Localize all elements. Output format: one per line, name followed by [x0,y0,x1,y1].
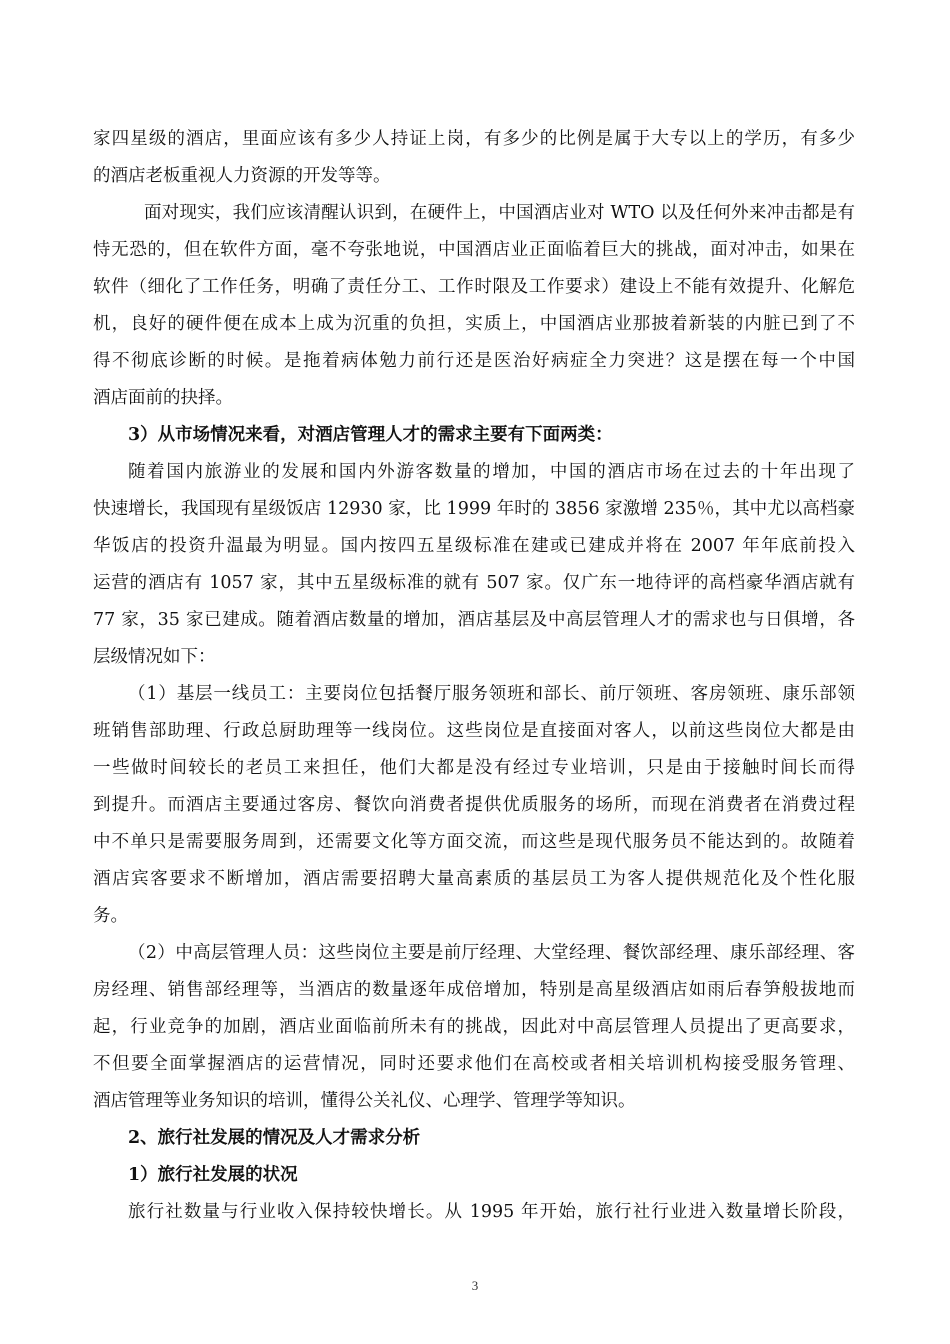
body-text-line: 务。 [93,906,128,926]
body-text-line: 酒店面前的抉择。 [93,388,233,408]
page-number: 3 [471,1278,479,1293]
body-text-line: 软件（细化了工作任务，明确了责任分工、工作时限及工作要求）建设上不能有效提升、化解危 [93,277,855,297]
body-text-line: 恃无恐的，但在软件方面，毫不夸张地说，中国酒店业正面临着巨大的挑战，面对冲击，如果在 [93,240,855,260]
body-text-line: 起，行业竞争的加剧，酒店业面临前所未有的挑战，因此对中高层管理人员提出了更高要求， [93,1017,855,1037]
body-text-line: 得不彻底诊断的时候。是拖着病体勉力前行还是医治好病症全力突进？这是摆在每一个中国 [93,351,855,371]
body-text-line: 家四星级的酒店，里面应该有多少人持证上岗，有多少的比例是属于大专以上的学历，有多少 [93,129,855,149]
body-text-line: 酒店宾客要求不断增加，酒店需要招聘大量高素质的基层员工为客人提供规范化及个性化服 [93,869,855,889]
section-heading: 2、旅行社发展的情况及人才需求分析 [128,1128,421,1148]
body-text-line: 房经理、销售部经理等，当酒店的数量逐年成倍增加，特别是高星级酒店如雨后春笋般拔地而 [93,980,855,1000]
body-text-line: 到提升。而酒店主要通过客房、餐饮向消费者提供优质服务的场所，而现在消费者在消费过程 [93,795,855,815]
section-heading: 1）旅行社发展的状况 [128,1165,298,1185]
body-text-line: 的酒店老板重视人力资源的开发等等。 [93,166,391,186]
body-text-line: 77 家，35 家已建成。随着酒店数量的增加，酒店基层及中高层管理人才的需求也与日俱增，各 [93,610,855,630]
section-heading: 3）从市场情况来看，对酒店管理人才的需求主要有下面两类： [128,425,613,445]
body-text-line: 面对现实，我们应该清醒认识到，在硬件上，中国酒店业对 WTO 以及任何外来冲击都是有 [144,203,855,223]
body-text-line: 快速增长，我国现有星级饭店 12930 家，比 1999 年时的 3856 家激增 235％，其中尤以高档豪 [93,499,855,519]
body-text-line: （2）中高层管理人员：这些岗位主要是前厅经理、大堂经理、餐饮部经理、康乐部经理、客 [128,943,855,963]
body-text-line: （1）基层一线员工：主要岗位包括餐厅服务领班和部长、前厅领班、客房领班、康乐部领 [128,684,855,704]
body-text-line: 班销售部助理、行政总厨助理等一线岗位。这些岗位是直接面对客人，以前这些岗位大都是由 [93,721,855,741]
body-text-line: 中不单只是需要服务周到，还需要文化等方面交流，而这些是现代服务员不能达到的。故随着 [93,832,855,852]
body-text-line: 随着国内旅游业的发展和国内外游客数量的增加，中国的酒店市场在过去的十年出现了 [128,462,855,482]
body-text-line: 层级情况如下： [93,647,216,667]
body-text-line: 运营的酒店有 1057 家，其中五星级标准的就有 507 家。仅广东一地待评的高档豪华酒店就有 [93,573,855,593]
body-text-line: 一些做时间较长的老员工来担任，他们大都是没有经过专业培训，只是由于接触时间长而得 [93,758,855,778]
body-text-line: 酒店管理等业务知识的培训，懂得公关礼仪、心理学、管理学等知识。 [93,1091,636,1111]
body-text-line: 不但要全面掌握酒店的运营情况，同时还要求他们在高校或者相关培训机构接受服务管理、 [93,1054,855,1074]
body-text-line: 机，良好的硬件便在成本上成为沉重的负担，实质上，中国酒店业那披着新装的内脏已到了不 [93,314,855,334]
body-text-line: 华饭店的投资升温最为明显。国内按四五星级标准在建或已建成并将在 2007 年年底前投入 [93,536,855,556]
body-text-line: 旅行社数量与行业收入保持较快增长。从 1995 年开始，旅行社行业进入数量增长阶段， [128,1202,855,1222]
